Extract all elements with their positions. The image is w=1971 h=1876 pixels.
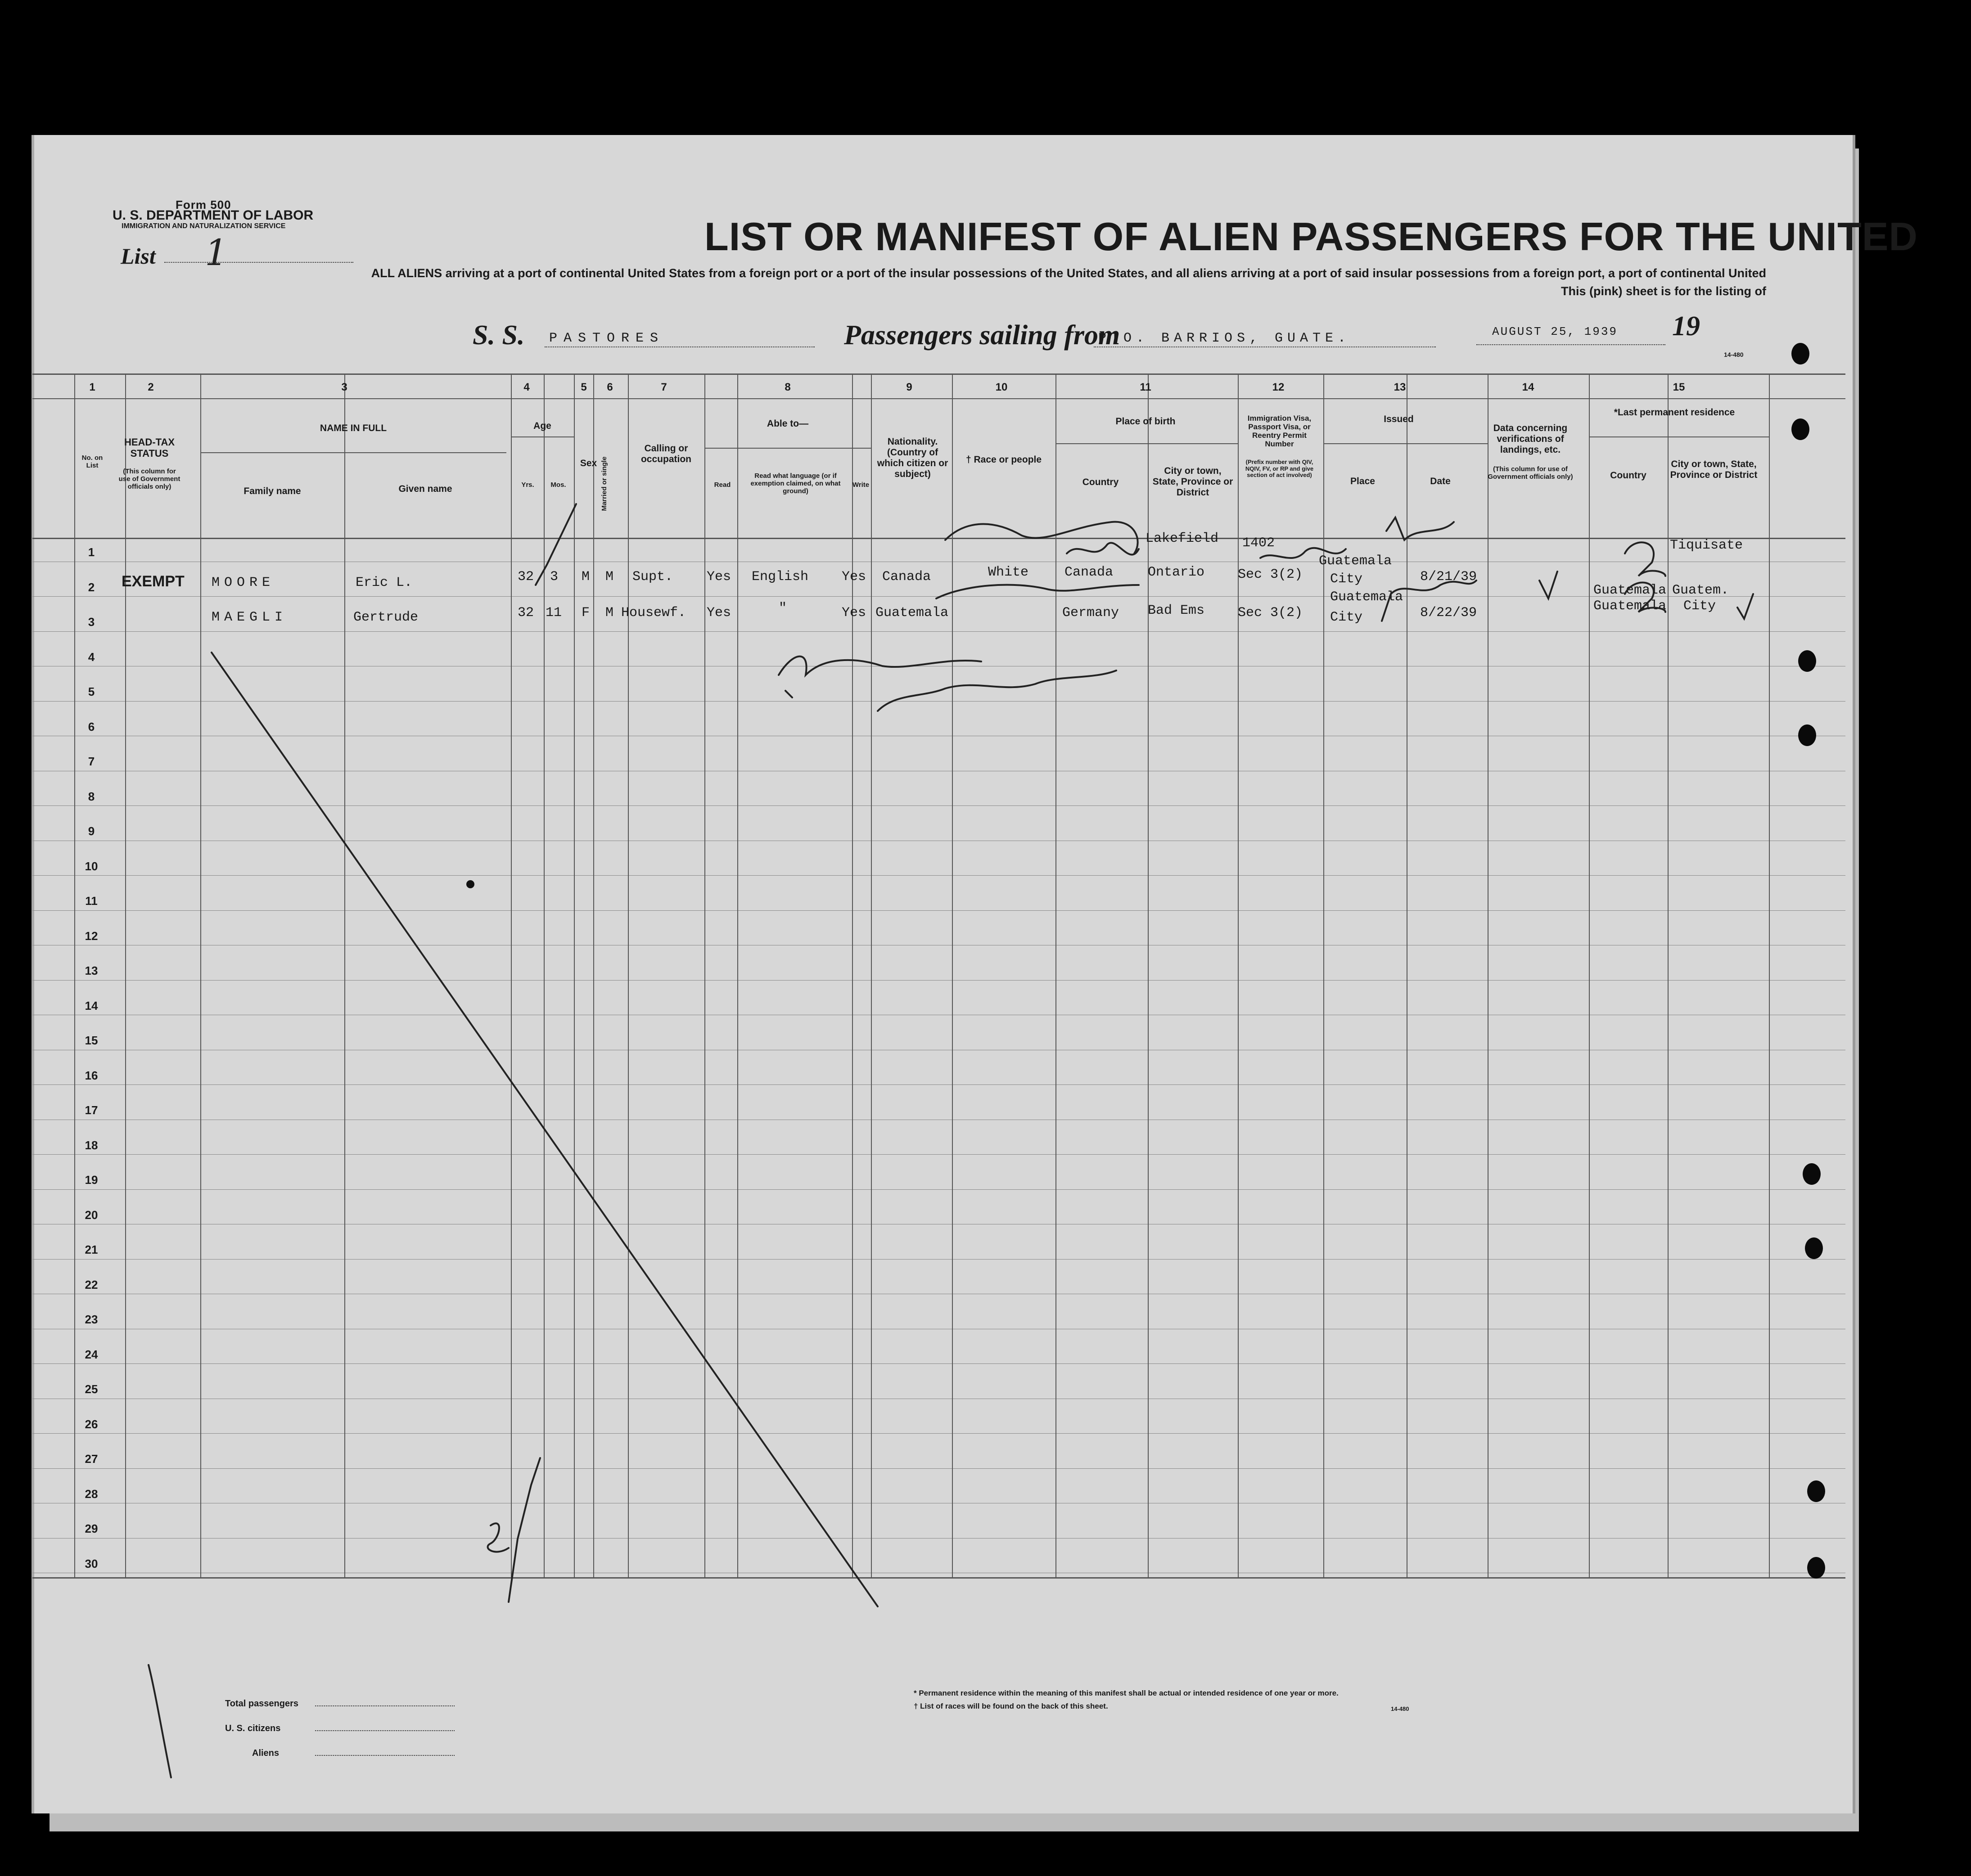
- row-number: 1: [88, 545, 95, 559]
- column-number: 15: [1673, 381, 1685, 393]
- marital-status: M: [605, 605, 614, 621]
- check-mark-age: [536, 504, 576, 585]
- birth-city: Bad Ems: [1148, 603, 1205, 618]
- row-number: 13: [85, 964, 98, 977]
- issued-place-line-2: City: [1330, 571, 1363, 587]
- header-mos: Mos.: [550, 481, 566, 489]
- binder-hole: [1807, 1557, 1825, 1579]
- residence-city-line-2: City: [1683, 598, 1716, 614]
- check-mark-verification: [1539, 571, 1557, 598]
- ink-dot: [466, 880, 474, 888]
- birth-city-line-2: Ontario: [1148, 565, 1205, 580]
- binder-hole: [1791, 343, 1809, 364]
- column-number: 11: [1140, 381, 1151, 393]
- row-number: 25: [85, 1382, 98, 1396]
- nationality: Guatemala: [875, 605, 949, 621]
- binder-hole: [1798, 650, 1816, 672]
- occupation: Housewf.: [621, 605, 686, 621]
- handwritten-issued-2: [1382, 580, 1476, 621]
- signature-dot: [785, 691, 792, 697]
- age-years: 32: [518, 605, 534, 621]
- issued-date: 8/22/39: [1420, 605, 1477, 621]
- marital-status: M: [605, 569, 614, 585]
- handwritten-visa-1: [1260, 548, 1346, 558]
- row-number: 21: [85, 1243, 98, 1256]
- handwritten-digits-1: [1067, 543, 1139, 554]
- intro-line-2: This (pink) sheet is for the listing of: [1561, 284, 1766, 298]
- department-label: U. S. DEPARTMENT OF LABOR: [113, 208, 314, 223]
- aliens-line: [315, 1755, 455, 1756]
- birth-city-line-1: Lakefield: [1146, 531, 1219, 546]
- row-number: 11: [85, 894, 98, 908]
- header-res-city: City or town, State, Province or District: [1670, 459, 1758, 481]
- header-able-to: Able to—: [767, 418, 809, 429]
- sailing-label: Passengers sailing from: [844, 320, 1120, 351]
- language: ": [779, 601, 787, 616]
- sex: F: [582, 605, 590, 621]
- header-age: Age: [533, 421, 551, 431]
- total-passengers-line: [315, 1705, 455, 1706]
- row-number: 24: [85, 1347, 98, 1361]
- nationality: Canada: [882, 569, 931, 585]
- binder-hole: [1807, 1480, 1825, 1502]
- header-read-what: Read what language (or if exemption claimed, on what ground): [750, 472, 841, 495]
- ship-name: PASTORES: [549, 331, 665, 346]
- can-read: Yes: [707, 605, 731, 621]
- age-months: 11: [546, 605, 562, 621]
- row-number: 3: [88, 615, 95, 629]
- binder-hole: [1791, 418, 1809, 440]
- row-number: 26: [85, 1417, 98, 1431]
- header-race: † Race or people: [965, 454, 1042, 465]
- inspector-signature-2: [878, 670, 1116, 711]
- visa-section: Sec 3(2): [1238, 567, 1303, 582]
- header-no-on-list: No. on List: [81, 454, 103, 469]
- header-sex: Sex: [580, 458, 597, 468]
- header-write: Write: [852, 481, 870, 489]
- language: English: [752, 569, 809, 585]
- row-number: 6: [88, 720, 95, 733]
- sailing-port: PTO. BARRIOS, GUATE.: [1098, 331, 1351, 346]
- intro-line-1: ALL ALIENS arriving at a port of continental United States from a foreign port or a port of the insular possessions of the United States, and all aliens arriving at a port of said insular possessions from a foreign port, a port of continental United: [371, 266, 1766, 280]
- row-number: 15: [85, 1034, 98, 1047]
- row-number: 22: [85, 1278, 98, 1291]
- column-number: 3: [341, 381, 347, 393]
- column-number: 2: [148, 381, 154, 393]
- row-number: 30: [85, 1557, 98, 1570]
- can-write: Yes: [842, 605, 866, 621]
- given-name: Eric L.: [356, 575, 413, 590]
- handwritten-92-a: [1625, 542, 1665, 576]
- birth-country: Canada: [1064, 565, 1114, 580]
- residence-country: Guatemala: [1593, 598, 1667, 614]
- column-number: 6: [607, 381, 613, 393]
- header-place-of-birth: Place of birth: [1115, 416, 1176, 427]
- header-read: Read: [714, 481, 731, 489]
- header-last-residence: *Last permanent residence: [1614, 407, 1735, 418]
- head-tax-status: EXEMPT: [122, 573, 185, 590]
- race: White: [988, 565, 1029, 580]
- form-code-bottom: 14-480: [1391, 1705, 1409, 1712]
- footer-us-citizens: U. S. citizens: [225, 1723, 281, 1733]
- service-label: IMMIGRATION AND NATURALIZATION SERVICE: [122, 222, 286, 230]
- binder-hole: [1798, 724, 1816, 746]
- column-number: 4: [523, 381, 530, 393]
- column-number: 1: [89, 381, 95, 393]
- birth-country: Germany: [1062, 605, 1119, 621]
- residence-city-line-1: Guatem.: [1672, 583, 1729, 598]
- check-line-age: [509, 1458, 540, 1602]
- header-name-in-full: NAME IN FULL: [320, 423, 387, 433]
- header-married: Married or single: [600, 456, 608, 511]
- footnote-races: † List of races will be found on the back of this sheet.: [914, 1702, 1108, 1710]
- check-mark-residence: [1737, 594, 1753, 619]
- row-number: 9: [88, 824, 95, 838]
- row-number: 23: [85, 1313, 98, 1326]
- inspector-signature-1: [779, 657, 981, 675]
- handwritten-76: [488, 1523, 509, 1552]
- row-number: 10: [85, 859, 98, 873]
- ship-prefix: S. S.: [473, 320, 525, 351]
- header-yrs: Yrs.: [521, 481, 534, 489]
- footer-aliens: Aliens: [252, 1748, 280, 1758]
- issued-date: 8/21/39: [1420, 569, 1477, 585]
- binder-hole: [1803, 1163, 1821, 1185]
- row-number: 27: [85, 1452, 98, 1466]
- strike-through-diagonal: [212, 652, 878, 1606]
- header-head-tax-note: (This column for use of Government officials only): [118, 468, 180, 490]
- handwritten-valid-note: [945, 522, 1138, 553]
- handwritten-92-b: [1625, 583, 1665, 612]
- binder-hole: [1805, 1237, 1823, 1259]
- column-number: 10: [995, 381, 1008, 393]
- header-res-country: Country: [1610, 470, 1646, 481]
- header-visa: Immigration Visa, Passport Visa, or Reentry Permit Number: [1247, 414, 1312, 449]
- header-verification: Data concerning verifications of landings, etc.: [1493, 423, 1568, 455]
- visa-section: Sec 3(2): [1238, 605, 1303, 621]
- us-citizens-line: [315, 1730, 455, 1731]
- row-number: 17: [85, 1103, 98, 1117]
- year-prefix: 19: [1672, 311, 1700, 342]
- footnote-residence: * Permanent residence within the meaning of this manifest shall be actual or intended residence of one year or more.: [914, 1689, 1339, 1697]
- row-number: 2: [88, 580, 95, 594]
- row-number: 18: [85, 1138, 98, 1152]
- form-code-top: 14-480: [1724, 351, 1744, 358]
- form-number: Form 500: [176, 198, 231, 211]
- header-issued-place: Place: [1350, 476, 1375, 486]
- age-years: 32: [518, 569, 534, 585]
- footer-total-passengers: Total passengers: [225, 1699, 299, 1709]
- row-number: 14: [85, 999, 98, 1012]
- header-birth-country: Country: [1082, 477, 1119, 487]
- list-label: List: [121, 243, 156, 269]
- header-issued: Issued: [1384, 414, 1414, 424]
- row-number: 29: [85, 1522, 98, 1535]
- header-birth-city: City or town, State, Province or District: [1152, 466, 1233, 498]
- row-number: 5: [88, 685, 95, 698]
- column-number: 8: [785, 381, 791, 393]
- age-months: 3: [550, 569, 559, 585]
- family-name: MAEGLI: [212, 610, 288, 625]
- list-value: 1: [205, 232, 228, 274]
- column-number: 14: [1522, 381, 1534, 393]
- column-number: 7: [661, 381, 667, 393]
- header-given-name: Given name: [398, 484, 452, 494]
- column-number: 12: [1272, 381, 1285, 393]
- header-visa-note: (Prefix number with QIV, NQIV, FV, or RP and give section of act involved): [1245, 459, 1314, 479]
- header-issued-date: Date: [1430, 476, 1451, 486]
- row-number: 8: [88, 789, 95, 803]
- header-nationality: Nationality. (Country of which citizen or subject): [877, 436, 948, 480]
- header-head-tax: HEAD-TAX STATUS: [124, 436, 175, 459]
- sex: M: [582, 569, 590, 585]
- handwritten-valid-note-2: [936, 585, 1139, 598]
- column-number: 5: [581, 381, 587, 393]
- issued-place-line-1: Guatemala: [1319, 553, 1392, 569]
- occupation: Supt.: [632, 569, 673, 585]
- margin-mark: [149, 1665, 171, 1777]
- issued-place-line-1: Guatemala: [1330, 589, 1403, 605]
- visa-number: 1402: [1242, 535, 1275, 551]
- residence-country: Guatemala: [1593, 583, 1667, 598]
- row-number: 19: [85, 1173, 98, 1187]
- residence-city: Tiquisate: [1670, 538, 1743, 553]
- can-write: Yes: [842, 569, 866, 585]
- can-read: Yes: [707, 569, 731, 585]
- handwritten-issued-1: [1386, 517, 1454, 540]
- header-calling: Calling or occupation: [640, 443, 691, 465]
- row-number: 7: [88, 755, 95, 768]
- row-number: 28: [85, 1487, 98, 1501]
- issued-place-line-2: City: [1330, 610, 1363, 625]
- column-number: 13: [1394, 381, 1406, 393]
- header-verification-note: (This column for use of Government officials only): [1488, 465, 1573, 481]
- given-name: Gertrude: [353, 610, 419, 625]
- family-name: MOORE: [212, 575, 275, 590]
- page-title: LIST OR MANIFEST OF ALIEN PASSENGERS FOR THE UNITED: [704, 214, 1918, 259]
- row-number: 12: [85, 929, 98, 943]
- sailing-date: AUGUST 25, 1939: [1492, 325, 1618, 338]
- header-family-name: Family name: [244, 486, 301, 496]
- row-number: 4: [88, 650, 95, 664]
- row-number: 20: [85, 1208, 98, 1222]
- column-number: 9: [906, 381, 912, 393]
- row-number: 16: [85, 1068, 98, 1082]
